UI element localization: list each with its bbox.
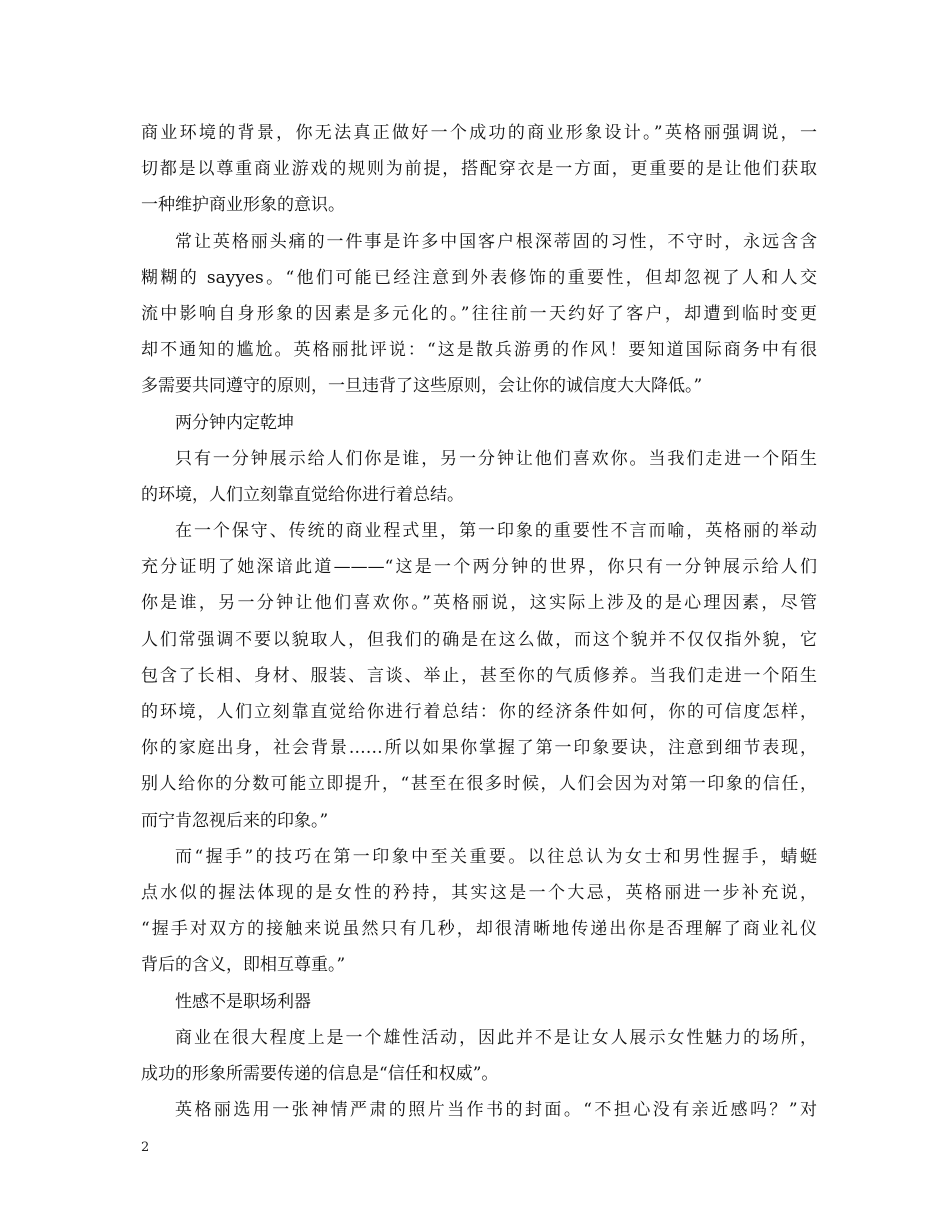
- text-line: 包含了长相、身材、服装、言谈、举止，甚至你的气质修养。当我们走进一个陌生: [141, 665, 817, 686]
- text-line: 成功的形象所需要传递的信息是“信任和权威”。: [141, 1063, 499, 1084]
- text-line: 性感不是职场利器: [175, 991, 311, 1012]
- page-number: 2: [141, 1140, 150, 1155]
- text-line: 商业在很大程度上是一个雄性活动，因此并不是让女人展示女性魅力的场所，: [175, 1027, 817, 1048]
- text-line: 你是谁，另一分钟让他们喜欢你。”英格丽说，这实际上涉及的是心理因素，尽管: [141, 593, 817, 614]
- text-line: 背后的含义，即相互尊重。”: [141, 955, 346, 976]
- text-line: 你的家庭出身，社会背景……所以如果你掌握了第一印象要诀，注意到细节表现，: [141, 738, 817, 759]
- text-line: 而“握手”的技巧在第一印象中至关重要。以往总认为女士和男性握手，蜻蜓: [175, 846, 817, 867]
- text-line: 英格丽选用一张神情严肃的照片当作书的封面。“不担心没有亲近感吗？”对: [175, 1100, 817, 1121]
- text-line: “握手对双方的接触来说虽然只有几秒，却很清晰地传递出你是否理解了商业礼仪: [141, 919, 817, 940]
- body-text: [141, 115, 817, 1128]
- text-line: 人们常强调不要以貌取人，但我们的确是在这么做，而这个貌并不仅仅指外貌，它: [141, 629, 817, 650]
- text-line: 糊糊的 sayyes。“他们可能已经注意到外表修饰的重要性，但却忽视了人和人交: [141, 267, 817, 288]
- text-line: 流中影响自身形象的因素是多元化的。”往往前一天约好了客户，却遭到临时变更: [141, 303, 817, 324]
- text-line: 别人给你的分数可能立即提升，“甚至在很多时候，人们会因为对第一印象的信任，: [141, 774, 817, 795]
- text-line: 的环境，人们立刻靠直觉给你进行着总结：你的经济条件如何，你的可信度怎样，: [141, 702, 817, 722]
- text-line: 两分钟内定乾坤: [175, 412, 294, 433]
- text-line: 切都是以尊重商业游戏的规则为前提，搭配穿衣是一方面，更重要的是让他们获取: [141, 159, 817, 180]
- text-line: 点水似的握法体现的是女性的矜持，其实这是一个大忌，英格丽进一步补充说，: [141, 882, 817, 903]
- text-line: 常让英格丽头痛的一件事是许多中国客户根深蒂固的习性，不守时，永远含含: [175, 231, 817, 252]
- text-line: 商业环境的背景，你无法真正做好一个成功的商业形象设计。”英格丽强调说，一: [141, 123, 817, 143]
- text-line: 在一个保守、传统的商业程式里，第一印象的重要性不言而喻，英格丽的举动: [175, 521, 817, 542]
- text-line: 而宁肯忽视后来的印象。”: [141, 810, 329, 831]
- text-line: 多需要共同遵守的原则，一旦违背了这些原则，会让你的诚信度大大降低。”: [141, 376, 703, 397]
- text-line: 的环境，人们立刻靠直觉给你进行着总结。: [141, 484, 464, 505]
- text-line: 却不通知的尴尬。英格丽批评说：“这是散兵游勇的作风！要知道国际商务中有很: [141, 340, 817, 361]
- text-line: 一种维护商业形象的意识。: [141, 195, 345, 216]
- text-line: 只有一分钟展示给人们你是谁，另一分钟让他们喜欢你。当我们走进一个陌生: [175, 448, 817, 469]
- text-line: 充分证明了她深谙此道———“这是一个两分钟的世界，你只有一分钟展示给人们: [141, 557, 817, 578]
